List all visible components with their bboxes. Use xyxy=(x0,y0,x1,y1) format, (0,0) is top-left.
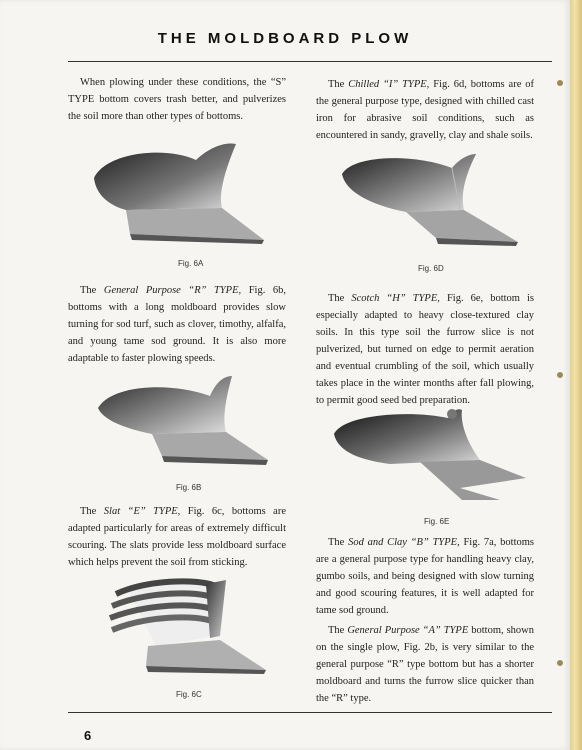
type-name-e: Slat “E” TYPE, xyxy=(103,506,181,517)
caption-fig-6a: Fig. 6A xyxy=(178,259,204,268)
paragraph-h-type xyxy=(316,290,534,409)
paragraph-body: Fig. 6d, bottoms are of the general purpose type, designed with chilled cast iron for abrasive soil conditions, such as encountered in sandy, gravelly, clay and shale soils. xyxy=(316,79,535,141)
paragraph-e-type xyxy=(68,503,286,571)
paragraph-b-type xyxy=(316,534,534,619)
paragraph-r-type xyxy=(68,282,286,367)
caption-fig-6b: Fig. 6B xyxy=(176,483,202,492)
binder-hole xyxy=(557,660,563,666)
type-name-h: Scotch “H” TYPE, xyxy=(351,293,440,304)
paragraph-a-type xyxy=(316,622,534,707)
paragraph-intro: The xyxy=(328,79,345,90)
paragraph-intro: The xyxy=(80,285,97,296)
binder-hole xyxy=(557,80,563,86)
paragraph-body: bottom, shown on the single plow, Fig. 2b, is very similar to the general purpose “R” type bottom but has a shorter moldboard and turns the furrow slice quicker than the “R” type. xyxy=(316,625,535,704)
caption-fig-6e: Fig. 6E xyxy=(424,517,450,526)
paragraph-body: Fig. 6e, bottom is especially adapted to heavy close-textured clay soils. In this type soil the furrow slice is not pulverized, but turned on edge to permit aeration and eventual crumbling of the soil, which usually takes place in the winter months after fall plowing, to permit good seed bed preparation. xyxy=(316,293,535,406)
bottom-rule xyxy=(68,712,552,713)
figure-6d-image xyxy=(336,150,532,250)
top-rule xyxy=(68,61,552,62)
figure-6b-image xyxy=(92,372,282,472)
caption-fig-6d: Fig. 6D xyxy=(418,264,444,273)
paragraph-s-type: When plowing under these conditions, the “S” TYPE bottom covers trash better, and pulverizes the soil more than other types of bottoms. xyxy=(68,77,286,122)
paragraph-intro: The xyxy=(328,625,345,636)
type-name-i: Chilled “I” TYPE, xyxy=(348,79,430,90)
paragraph-intro: The xyxy=(80,506,97,517)
figure-6c-image xyxy=(86,576,276,680)
page-edge-binding xyxy=(570,0,582,750)
caption-fig-6c: Fig. 6C xyxy=(176,690,202,699)
paragraph-intro: The xyxy=(328,293,345,304)
paragraph-body: Fig. 6b, bottoms with a long moldboard provides slow turning for sod turf, such as clover, timothy, alfalfa, and young tame sod ground. It is also more adaptable to faster plowing speeds. xyxy=(68,285,286,364)
page-number: 6 xyxy=(84,728,92,743)
figure-6e-image xyxy=(330,404,536,508)
page-title: THE MOLDBOARD PLOW xyxy=(157,30,413,47)
paragraph-i-type xyxy=(316,76,534,144)
paragraph-intro: The xyxy=(328,537,345,548)
type-name-b: Sod and Clay “B” TYPE, xyxy=(348,537,460,548)
binder-hole xyxy=(557,372,563,378)
type-name-a: General Purpose “A” TYPE xyxy=(347,625,469,636)
paragraph-body: Fig. 6c, bottoms are adapted particularly for areas of extremely difficult scouring. The slats provide less moldboard surface which helps prevent the soil from sticking. xyxy=(68,506,286,568)
paragraph-body: Fig. 7a, bottoms are a general purpose type for handling heavy clay, gumbo soils, and being designed with slow turning and good scouring features, it is well adapted for tame sod ground. xyxy=(316,537,534,616)
type-name-r: General Purpose “R” TYPE, xyxy=(103,285,242,296)
figure-6a-image xyxy=(86,138,276,250)
